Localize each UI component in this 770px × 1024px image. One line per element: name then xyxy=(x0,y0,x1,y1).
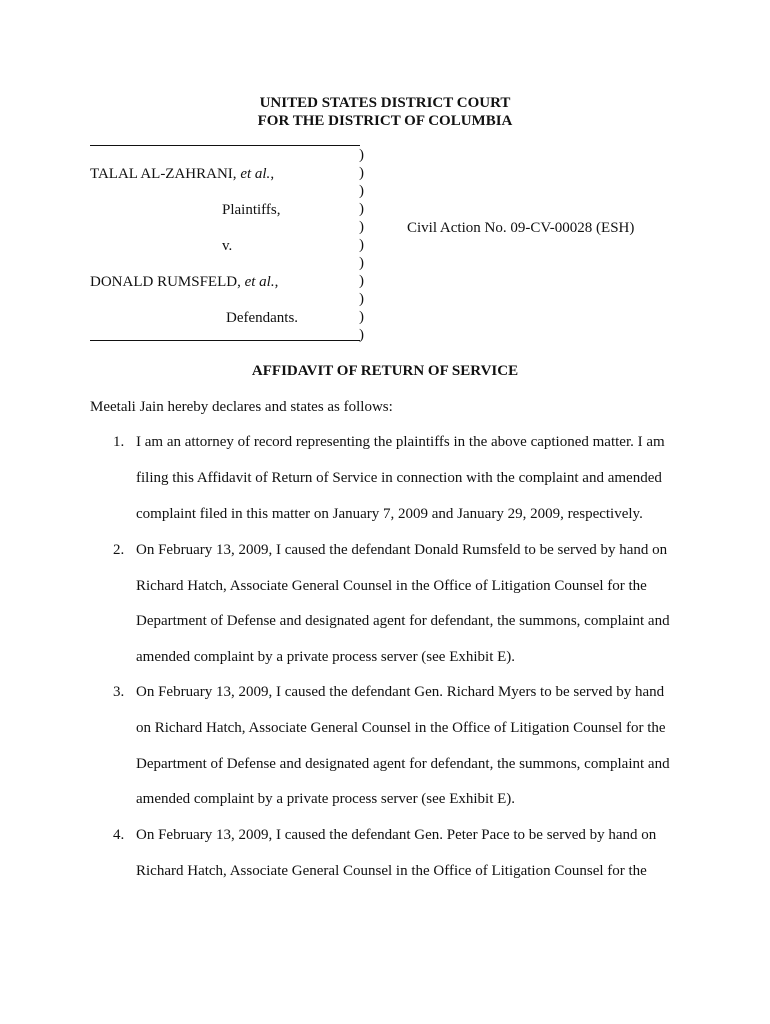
plaintiff-name-text: TALAL AL-ZAHRANI, xyxy=(90,166,237,182)
paragraph-line: I am an attorney of record representing the plaintiffs in the above captioned matter. I am xyxy=(136,434,665,450)
caption-bracket: ) xyxy=(359,165,364,181)
paragraph-line: Department of Defense and designated agent for defendant, the summons, complaint and xyxy=(136,756,670,772)
case-number: Civil Action No. 09-CV-00028 (ESH) xyxy=(407,220,635,236)
caption-top-rule xyxy=(90,145,360,146)
caption-bracket: ) xyxy=(359,237,364,253)
paragraph-line: Department of Defense and designated agent for defendant, the summons, complaint and xyxy=(136,613,670,629)
caption-bracket: ) xyxy=(359,183,364,199)
plaintiff-name xyxy=(90,165,274,183)
caption-bracket: ) xyxy=(359,219,364,235)
caption-bracket: ) xyxy=(359,201,364,217)
plaintiff-suffix: , xyxy=(270,166,275,182)
defendant-name xyxy=(90,273,278,291)
plaintiff-etal: et al. xyxy=(240,166,271,182)
paragraph-number: 2. xyxy=(113,542,125,558)
paragraph-line: amended complaint by a private process server (see Exhibit E). xyxy=(136,649,516,665)
caption-bracket-column xyxy=(359,146,371,344)
paragraph-line: On February 13, 2009, I caused the defendant Gen. Richard Myers to be served by hand xyxy=(136,684,665,700)
paragraph-line: On February 13, 2009, I caused the defendant Donald Rumsfeld to be served by hand on xyxy=(136,542,668,558)
defendant-etal: et al. xyxy=(244,274,275,290)
caption-bracket: ) xyxy=(359,309,364,325)
paragraph-line: On February 13, 2009, I caused the defendant Gen. Peter Pace to be served by hand on xyxy=(136,827,657,843)
caption-bottom-rule xyxy=(90,340,360,341)
paragraph-line: amended complaint by a private process server (see Exhibit E). xyxy=(136,791,516,807)
caption-bracket: ) xyxy=(359,273,364,289)
court-name: UNITED STATES DISTRICT COURT xyxy=(259,95,511,111)
caption-bracket: ) xyxy=(359,147,364,163)
paragraph-number: 4. xyxy=(113,827,125,843)
paragraph-line: on Richard Hatch, Associate General Counsel in the Office of Litigation Counsel for the xyxy=(136,720,666,736)
paragraph-line: Richard Hatch, Associate General Counsel in the Office of Litigation Counsel for the xyxy=(136,578,647,594)
caption-bracket: ) xyxy=(359,327,364,343)
paragraph-number: 1. xyxy=(113,434,125,450)
defendant-suffix: , xyxy=(274,274,279,290)
plaintiffs-label: Plaintiffs, xyxy=(222,202,281,218)
caption-bracket: ) xyxy=(359,291,364,307)
document-title: AFFIDAVIT OF RETURN OF SERVICE xyxy=(251,363,519,379)
paragraph-line: filing this Affidavit of Return of Service in connection with the complaint and amended xyxy=(136,470,662,486)
paragraph-line: Richard Hatch, Associate General Counsel in the Office of Litigation Counsel for the xyxy=(136,863,647,879)
paragraph-number: 3. xyxy=(113,684,125,700)
defendants-label: Defendants. xyxy=(226,310,299,326)
defendant-name-text: DONALD RUMSFELD, xyxy=(90,274,241,290)
caption-bracket: ) xyxy=(359,255,364,271)
versus-label: v. xyxy=(222,238,233,254)
intro-statement: Meetali Jain hereby declares and states as follows: xyxy=(90,399,393,415)
court-district: FOR THE DISTRICT OF COLUMBIA xyxy=(257,113,513,129)
paragraph-line: complaint filed in this matter on January 7, 2009 and January 29, 2009, respectively. xyxy=(136,506,643,522)
